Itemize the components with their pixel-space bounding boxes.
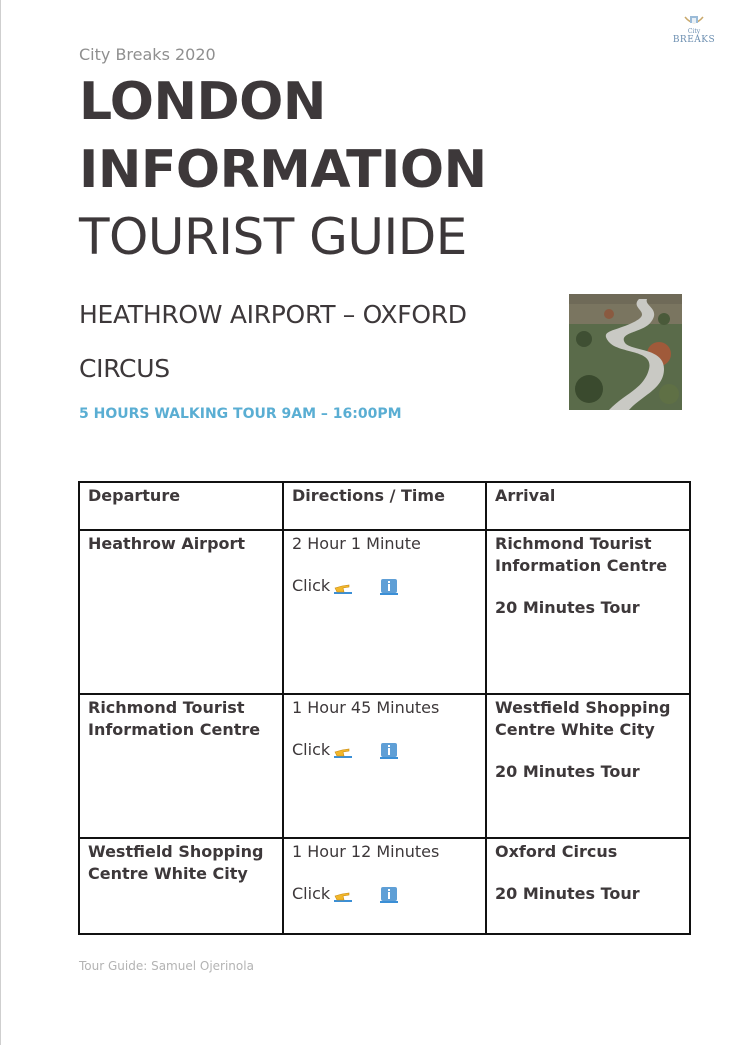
departure-text: Heathrow Airport (88, 534, 246, 553)
table-row (79, 838, 690, 934)
travel-time: 1 Hour 45 Minutes (292, 698, 440, 717)
directions-cell (283, 530, 486, 694)
route-line-2: CIRCUS (79, 354, 170, 383)
tour-schedule-table (78, 481, 691, 935)
city-breaks-logo (670, 14, 718, 45)
logo-text-small: City (687, 28, 701, 35)
header-arrival: Arrival (486, 482, 690, 530)
arrival-cell (486, 694, 690, 838)
pointing-hand-icon[interactable] (334, 742, 352, 758)
travel-time: 2 Hour 1 Minute (292, 534, 421, 553)
arrival-cell (486, 838, 690, 934)
click-label: Click (292, 884, 331, 903)
info-icon[interactable] (380, 577, 398, 595)
arrival-text: Richmond Tourist Information Centre (495, 534, 668, 575)
page-edge (0, 0, 1, 1045)
logo-text-big: BREAKS (672, 35, 716, 45)
info-icon[interactable] (380, 741, 398, 759)
title-line-3: TOURIST GUIDE (79, 208, 467, 266)
table-row (79, 530, 690, 694)
arrival-text: Westfield Shopping Centre White City (495, 698, 671, 739)
directions-cell (283, 838, 486, 934)
pointing-hand-icon[interactable] (334, 578, 352, 594)
travel-time: 1 Hour 12 Minutes (292, 842, 440, 861)
header-directions-time: Directions / Time (283, 482, 486, 530)
tour-info: 5 HOURS WALKING TOUR 9AM – 16:00PM (79, 406, 402, 422)
table-header-row (79, 482, 690, 530)
logo-emblem-icon (682, 14, 706, 28)
road-photo-graphic (569, 294, 682, 410)
arrival-text: Oxford Circus (495, 842, 618, 861)
tour-guide-footer: Tour Guide: Samuel Ojerinola (79, 959, 254, 973)
header-departure: Departure (79, 482, 283, 530)
winding-road-photo (569, 294, 682, 410)
title-line-2: INFORMATION (79, 140, 487, 200)
departure-text: Richmond Tourist Information Centre (88, 698, 261, 739)
directions-cell (283, 694, 486, 838)
departure-text: Westfield Shopping Centre White City (88, 842, 264, 883)
click-label: Click (292, 576, 331, 595)
info-icon[interactable] (380, 885, 398, 903)
click-links (292, 883, 477, 905)
pointing-hand-icon[interactable] (334, 886, 352, 902)
departure-cell (79, 838, 283, 934)
title-line-1: LONDON (79, 72, 326, 132)
tour-duration: 20 Minutes Tour (495, 762, 640, 781)
click-links (292, 575, 477, 597)
table-row (79, 694, 690, 838)
arrival-cell (486, 530, 690, 694)
departure-cell (79, 530, 283, 694)
tour-duration: 20 Minutes Tour (495, 884, 640, 903)
route-line-1: HEATHROW AIRPORT – OXFORD (79, 300, 467, 329)
click-label: Click (292, 740, 331, 759)
click-links (292, 739, 477, 761)
tour-duration: 20 Minutes Tour (495, 598, 640, 617)
document-subtitle: City Breaks 2020 (79, 45, 216, 64)
departure-cell (79, 694, 283, 838)
